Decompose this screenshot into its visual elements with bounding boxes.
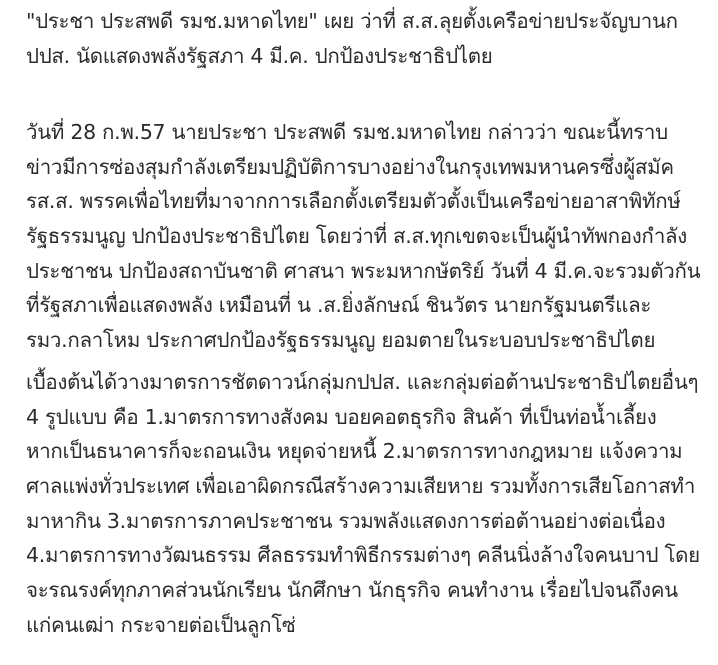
paragraph-line: ข่าวมีการซ่องสุมกำลังเตรียมปฏิบัติการบางอย่างในกรุงเทพมหานครซึ่งผู้สมัค [26, 154, 674, 179]
paragraph-line: 4.มาตรการทางวัฒนธรรม ศีลธรรมทำพิธีกรรมต่างๆ คลีนนิ่งล้างใจคนบาป โดย [26, 543, 700, 568]
article-headline-paragraph [26, 4, 678, 73]
article-paragraph-measures [26, 365, 700, 643]
article-paragraph-statement [26, 115, 700, 358]
paragraph-line: รมว.กลาโหม ประกาศปกป้องรัฐธรรมนูญ ยอมตายในระบอบประชาธิปไตย [26, 328, 656, 353]
paragraph-line: มาหากิน 3.มาตรการภาคประชาชน รวมพลังแสดงการต่อต้านอย่างต่อเนื่อง [26, 508, 666, 533]
paragraph-line: 4 รูปแบบ คือ 1.มาตรการทางสังคม บอยคอตธุรกิจ สินค้า ที่เป็นท่อน้ำเลี้ยง [26, 404, 657, 429]
paragraph-line: รัฐธรรมนูญ ปกป้องประชาธิปไตย โดยว่าที่ ส.ส.ทุกเขตจะเป็นผู้นำทัพกองกำลัง [26, 224, 688, 249]
paragraph-line: เบื้องต้นได้วางมาตรการชัตดาวน์กลุ่มกปปส. และกลุ่มต่อต้านประชาธิปไตยอื่นๆ [26, 370, 699, 394]
paragraph-line: ที่รัฐสภาเพื่อแสดงพลัง เหมือนที่ น .ส.ยิ่งลักษณ์ ชินวัตร นายกรัฐมนตรีและ [26, 293, 652, 318]
paragraph-line: ประชาชน ปกป้องสถาบันชาติ ศาสนา พระมหากษัตริย์ วันที่ 4 มี.ค.จะรวมตัวกัน [26, 258, 701, 283]
paragraph-line: ศาลแพ่งทั่วประเทศ เพื่อเอาผิดกรณีสร้างความเสียหาย รวมทั้งการเสียโอกาสทำ [26, 474, 696, 499]
paragraph-line: "ประชา ประสพดี รมช.มหาดไทย" เผย ว่าที่ ส.ส.ลุยตั้งเครือข่ายประจัญบานก [26, 9, 678, 33]
paragraph-line: วันที่ 28 ก.พ.57 นายประชา ประสพดี รมช.มหาดไทย กล่าวว่า ขณะนี้ทราบ [26, 120, 668, 144]
paragraph-line: จะรณรงค์ทุกภาคส่วนนักเรียน นักศึกษา นักธุรกิจ คนทำงาน เรื่อยไปจนถึงคน [26, 578, 678, 603]
paragraph-line: แก่คนเฒ่า กระจายต่อเป็นลูกโซ่ [26, 612, 296, 637]
paragraph-line: ปปส. นัดแสดงพลังรัฐสภา 4 มี.ค. ปกป้องประชาธิปไตย [26, 43, 493, 68]
paragraph-line: รส.ส. พรรคเพื่อไทยที่มาจากการเลือกตั้งเตรียมตัวตั้งเป็นเครือข่ายอาสาพิทักษ์ [26, 189, 681, 214]
paragraph-line: หากเป็นธนาคารก็จะถอนเงิน หยุดจ่ายหนี้ 2.มาตรการทางกฎหมาย แจ้งความ [26, 439, 683, 464]
